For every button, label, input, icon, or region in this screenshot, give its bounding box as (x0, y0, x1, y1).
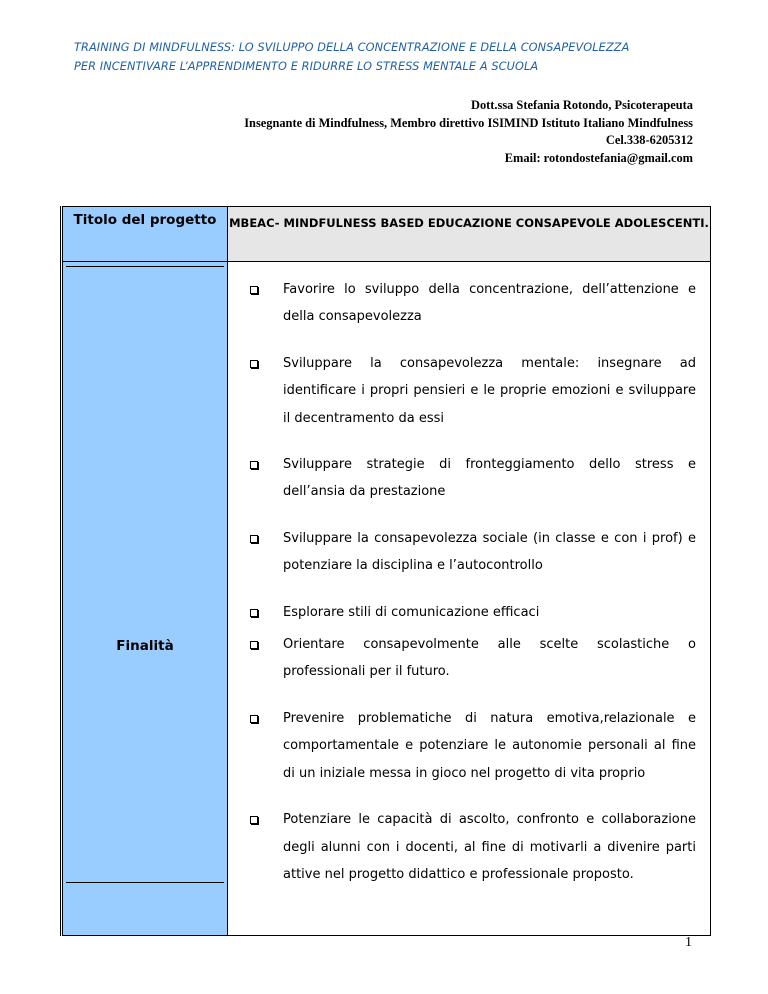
list-item: Esplorare stili di comunicazione efficaci (250, 599, 696, 626)
checkbox-bullet-icon (250, 641, 258, 649)
finalita-label-cell (62, 262, 228, 936)
checkbox-bullet-icon (250, 286, 258, 294)
finalita-label-box (66, 266, 224, 883)
list-item: Favorire lo sviluppo della concentrazione, dell’attenzione e della consapevolezza (250, 276, 696, 331)
checkbox-bullet-icon (250, 535, 258, 543)
header-line-1: TRAINING DI MINDFULNESS: LO SVILUPPO DELLA CONCENTRAZIONE E DELLA CONSAPEVOLEZZA (74, 41, 630, 54)
title-row (62, 207, 711, 262)
finalita-list-cell (228, 262, 711, 936)
list-item: Potenziare le capacità di ascolto, confronto e collaborazione degli alunni con i docenti, al fine di motivarli a divenire parti attive nel progetto didattico e professionale proposto. (250, 806, 696, 888)
title-label: Titolo del progetto (62, 207, 228, 262)
list-item: Sviluppare la consapevolezza sociale (in classe e con i prof) e potenziare la disciplina e l’autocontrollo (250, 525, 696, 580)
checkbox-bullet-icon (250, 609, 258, 617)
list-item: Orientare consapevolmente alle scelte scolastiche o professionali per il futuro. (250, 631, 696, 686)
finalita-list (250, 276, 696, 888)
header-line-2: PER INCENTIVARE L’APPRENDIMENTO E RIDURRE LO STRESS MENTALE A SCUOLA (74, 60, 539, 73)
checkbox-bullet-icon (250, 715, 258, 723)
author-role: Insegnante di Mindfulness, Membro direttivo ISIMIND Istituto Italiano Mindfulness (244, 115, 693, 130)
author-name: Dott.ssa Stefania Rotondo, Psicoterapeuta (471, 98, 693, 112)
checkbox-bullet-icon (250, 816, 258, 824)
checkbox-bullet-icon (250, 461, 258, 469)
title-value: MBEAC- MINDFULNESS BASED EDUCAZIONE CONSAPEVOLE ADOLESCENTI. (228, 207, 711, 262)
author-email: Email: rotondostefania@gmail.com (504, 150, 693, 165)
finalita-row (62, 262, 711, 936)
project-table (60, 206, 711, 936)
finalita-label: Finalità (116, 638, 174, 654)
list-item: Prevenire problematiche di natura emotiva,relazionale e comportamentale e potenziare le autonomie personali al fine di un iniziale messa in gioco nel progetto di vita proprio (250, 705, 696, 787)
page-number: 1 (685, 935, 692, 950)
list-item: Sviluppare la consapevolezza mentale: insegnare ad identificare i propri pensieri e le proprie emozioni e sviluppare il decentramento da essi (250, 350, 696, 432)
list-item: Sviluppare strategie di fronteggiamento dello stress e dell’ansia da prestazione (250, 451, 696, 506)
author-block (244, 97, 693, 167)
checkbox-bullet-icon (250, 360, 258, 368)
author-phone: Cel.338-6205312 (605, 133, 693, 148)
page-header (74, 38, 714, 76)
